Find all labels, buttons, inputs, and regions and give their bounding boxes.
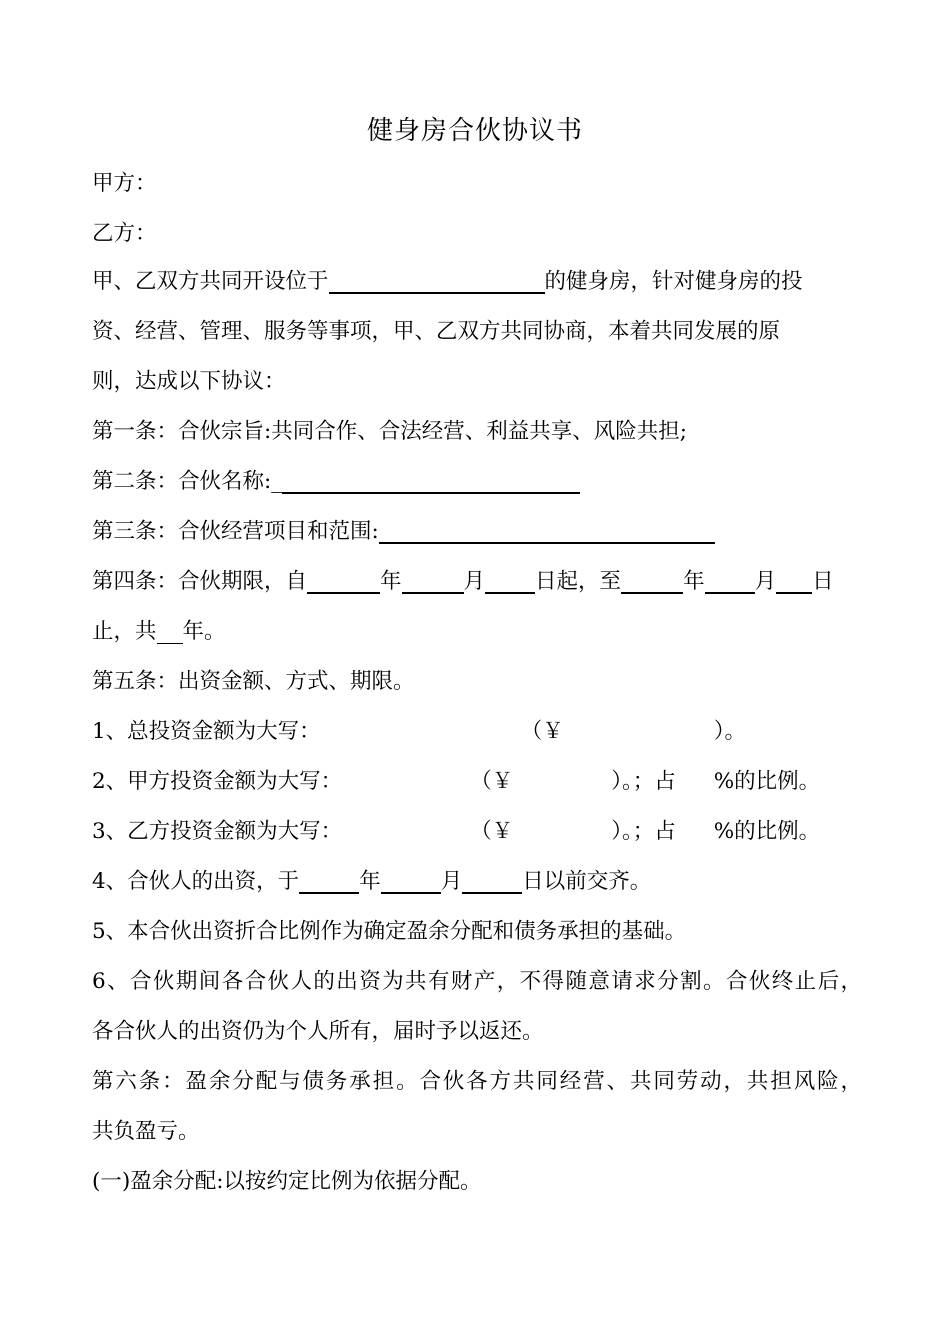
article-3 — [92, 516, 715, 548]
item-3 — [92, 816, 820, 848]
intro-line-2: 资、经营、管理、服务等事项，甲、乙双方共同协商，本着共同发展的原 — [92, 319, 781, 344]
intro-line-1 — [92, 266, 803, 298]
sub-clause-1: (一)盈余分配:以按约定比例为依据分配。 — [92, 1169, 482, 1194]
item-5: 5、本合伙出资折合比例作为确定盈余分配和债务承担的基础。 — [92, 919, 687, 944]
item-2-ratio: %的比例。 — [713, 769, 821, 794]
payment-day-blank[interactable] — [462, 868, 522, 894]
item-1 — [92, 716, 746, 748]
item-6-line-1: 6、合伙期间各合伙人的出资为共有财产，不得随意请求分割。合伙终止后， — [92, 969, 862, 994]
article-1: 第一条：合伙宗旨:共同合作、合法经营、利益共享、风险共担; — [92, 419, 687, 444]
item-3-close: ）。；占 — [611, 819, 676, 844]
article-4-text-2: 年 — [380, 569, 402, 594]
article-4-text-4: 日起，至 — [535, 569, 622, 594]
article-6-line-1: 第六条：盈余分配与债务承担。合伙各方共同经营、共同劳动，共担风险， — [92, 1069, 862, 1094]
article-2-label: 第二条：合伙名称:_ — [92, 469, 282, 494]
start-day-blank[interactable] — [485, 568, 535, 594]
business-scope-blank[interactable] — [379, 518, 715, 544]
article-2 — [92, 466, 580, 498]
intro-line-3: 则，达成以下协议： — [92, 369, 286, 394]
item-1-label: 1、总投资金额为大写： — [92, 719, 321, 744]
item-2-label: 2、甲方投资金额为大写： — [92, 769, 343, 794]
start-month-blank[interactable] — [402, 568, 464, 594]
article-6-line-2: 共负盈亏。 — [92, 1119, 200, 1144]
party-b-label: 乙方： — [92, 221, 157, 246]
article-4-text-6: 月 — [754, 569, 777, 594]
payment-year-blank[interactable] — [299, 868, 359, 894]
item-2-close: ）。；占 — [611, 769, 676, 794]
article-4-text-8: 止，共 — [92, 619, 157, 644]
article-4-text-3: 月 — [463, 569, 486, 594]
item-3-label: 3、乙方投资金额为大写： — [92, 819, 343, 844]
article-5: 第五条：出资金额、方式、期限。 — [92, 669, 415, 694]
payment-month-blank[interactable] — [381, 868, 441, 894]
article-4-text-5: 年 — [683, 569, 705, 594]
article-4-line-1 — [92, 566, 834, 598]
party-a-label: 甲方： — [92, 171, 157, 196]
item-1-close: ）。 — [713, 719, 746, 744]
document-title: 健身房合伙协议书 — [366, 116, 583, 146]
location-blank[interactable] — [329, 268, 545, 294]
item-4-label: 4、合伙人的出资，于 — [92, 869, 300, 894]
item-2-yen: （￥ — [470, 769, 514, 794]
article-4-text-9: 年。 — [182, 619, 226, 644]
item-3-yen: （￥ — [470, 819, 514, 844]
item-4-month: 月 — [440, 869, 463, 894]
item-4 — [92, 866, 651, 898]
partnership-name-blank[interactable] — [282, 468, 580, 494]
item-4-day: 日以前交齐。 — [522, 869, 652, 894]
article-4-line-2 — [92, 616, 226, 648]
start-year-blank[interactable] — [307, 568, 380, 594]
article-3-label: 第三条：合伙经营项目和范围: — [92, 519, 379, 544]
intro-text-post: 的健身房，针对健身房的投 — [544, 269, 803, 294]
total-years-blank[interactable] — [157, 619, 183, 644]
intro-text-pre: 甲、乙双方共同开设位于 — [92, 269, 329, 294]
item-3-ratio: %的比例。 — [713, 819, 821, 844]
article-4-text-7: 日 — [812, 569, 834, 594]
item-2 — [92, 766, 820, 798]
end-year-blank[interactable] — [621, 568, 683, 594]
article-4-text-1: 第四条：合伙期限，自 — [92, 569, 308, 594]
item-1-yen: （￥ — [520, 719, 564, 744]
item-4-year: 年 — [359, 869, 381, 894]
end-day-blank[interactable] — [776, 568, 812, 594]
end-month-blank[interactable] — [705, 568, 755, 594]
item-6-line-2: 各合伙人的出资仍为个人所有，届时予以返还。 — [92, 1019, 544, 1044]
